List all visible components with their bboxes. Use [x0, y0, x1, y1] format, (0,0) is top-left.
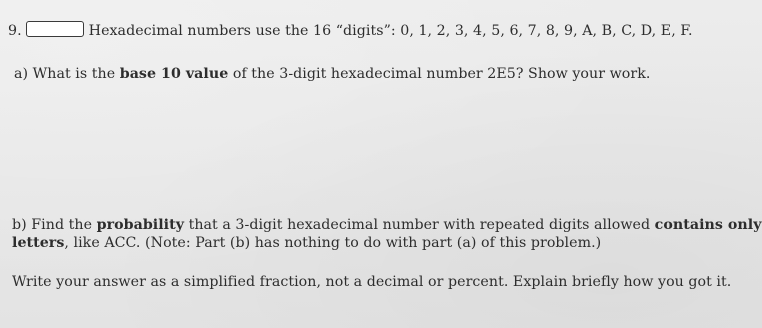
question-intro: Hexadecimal numbers use the 16 “digits”: 0, 1, 2, 3, 4, 5, 6, 7, 8, 9, A, B, C, D, E, F. — [88, 23, 693, 39]
part-b-text: b) Find the — [12, 217, 97, 233]
part-a-emphasis: base 10 value — [119, 66, 229, 82]
part-b-emphasis-letters: letters — [12, 235, 65, 251]
part-b-emphasis-probability: probability — [96, 217, 185, 233]
part-b-instruction: Write your answer as a simplified fraction, not a decimal or percent. Explain briefly how you got it. — [12, 274, 732, 290]
question-header — [8, 21, 693, 40]
part-a-text-end: of the 3-digit hexadecimal number 2E5? Show your work. — [228, 66, 651, 82]
part-b-note: , like ACC. (Note: Part (b) has nothing to do with part (a) of this problem.) — [64, 235, 602, 251]
redacted-box — [26, 21, 84, 37]
part-a-prompt — [14, 65, 650, 83]
part-a-text: a) What is the — [14, 66, 120, 82]
question-number: 9. — [8, 23, 22, 39]
part-b-emphasis-contains-only: contains only — [654, 217, 762, 233]
part-b-line-1 — [12, 216, 762, 234]
part-b-line-2 — [12, 234, 601, 252]
part-b-text-mid: that a 3-digit hexadecimal number with repeated digits allowed — [184, 217, 655, 233]
